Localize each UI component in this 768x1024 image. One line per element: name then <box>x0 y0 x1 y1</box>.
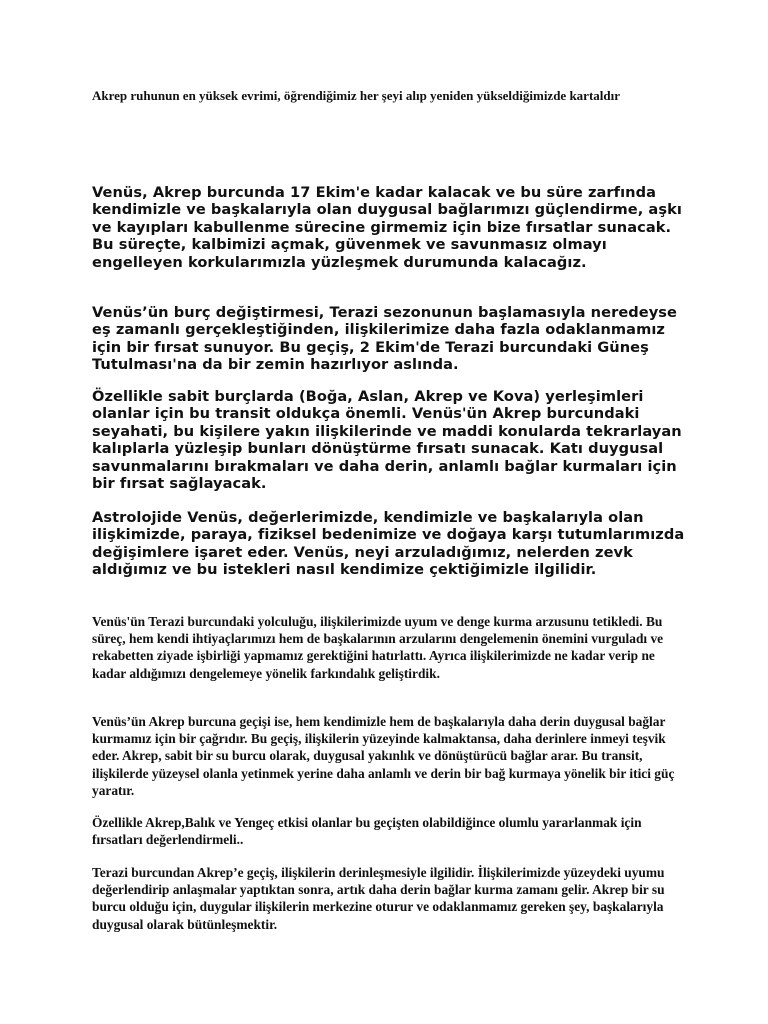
paragraph-venus-astrology: Astrolojide Venüs, değerlerimizde, kendimizle ve başkalarıyla olan ilişkimizde, paraya, fiziksel bedenimize ve doğaya karşı tutumlarımızda değişimlere işaret eder. Venüs, neyi arzuladığımız, nelerden zevk aldığımız ve bu istekleri nasıl kendimize çektiğimizle ilgilidir. <box>92 509 685 579</box>
paragraph-sign-change: Venüs’ün burç değiştirmesi, Terazi sezonunun başlamasıyla neredeyse eş zamanlı gerçekleştiğinden, ilişkilerimize daha fazla odaklanmamız için bir fırsat sunuyor. Bu geçiş, 2 Ekim'de Terazi burcundaki Güneş Tutulması'na da bir zemin hazırlıyor aslında. <box>92 304 677 374</box>
paragraph-venus-libra: Venüs'ün Terazi burcundaki yolculuğu, ilişkilerimizde uyum ve denge kurma arzusunu tetikledi. Bu süreç, hem kendi ihtiyaçlarımızı hem de başkalarının arzularını dengelemenin önemini vurguladı ve rekabetten ziyade işbirliği yapmamız gerektiğini hatırlattı. Ayrıca ilişkilerimizde ne kadar verip ne kadar aldığımızı dengelemeye yönelik farkındalık geliştirdik. <box>92 614 664 681</box>
paragraph-fixed-signs: Özellikle sabit burçlarda (Boğa, Aslan, Akrep ve Kova) yerleşimleri olanlar için bu transit oldukça önemli. Venüs'ün Akrep burcundaki seyahati, bu kişilere yakın ilişkilerinde ve maddi konularda tekrarlayan kalıplarla yüzleşip bunları dönüştürme fırsatı sunacak. Katı duygusal savunmalarını bırakmaları ve daha derin, anlamlı bağlar kurmaları için bir fırsat sağlayacak. <box>92 388 682 493</box>
document-title: Akrep ruhunun en yüksek evrimi, öğrendiğimiz her şeyi alıp yeniden yükseldiğimizde kartaldır <box>92 88 621 103</box>
paragraph-libra-to-scorpio: Terazi burcundan Akrep’e geçiş, ilişkilerin derinleşmesiyle ilgilidir. İlişkilerimizde yüzeydeki uyumu değerlendirip anlaşmalar yaptıktan sonra, artık daha derin bağlar kurma zamanı gelir. Akrep bir su burcu olduğu için, duygular ilişkilerin merkezine oturur ve odaklanmamız gereken şey, başkalarıyla duygusal olarak bütünleşmektir. <box>92 865 665 932</box>
paragraph-venus-scorpio-intro: Venüs, Akrep burcunda 17 Ekim'e kadar kalacak ve bu süre zarfında kendimizle ve başkalarıyla olan duygusal bağlarımızı güçlendirme, aşkı ve kayıpları kabullenme sürecine girmemiz için bize fırsatlar sunacak. Bu süreçte, kalbimizi açmak, güvenmek ve savunmasız olmayı engelleyen korkularımızla yüzleşmek durumunda kalacağız. <box>92 184 682 271</box>
paragraph-venus-scorpio-transition: Venüs’ün Akrep burcuna geçişi ise, hem kendimizle hem de başkalarıyla daha derin duygusal bağlar kurmamız için bir çağrıdır. Bu geçiş, ilişkilerin yüzeyinde kalmaktansa, daha derinlere inmeyi teşvik eder. Akrep, sabit bir su burcu olarak, duygusal yakınlık ve dönüştürücü bağlar arar. Bu transit, ilişkilerde yüzeysel olanla yetinmek yerine daha anlamlı ve derin bir bağ kurmaya yönelik bir itici güç yaratır. <box>92 714 675 798</box>
paragraph-water-signs: Özellikle Akrep,Balık ve Yengeç etkisi olanlar bu geçişten olabildiğince olumlu yararlanmak için fırsatları değerlendirmeli.. <box>92 815 642 848</box>
